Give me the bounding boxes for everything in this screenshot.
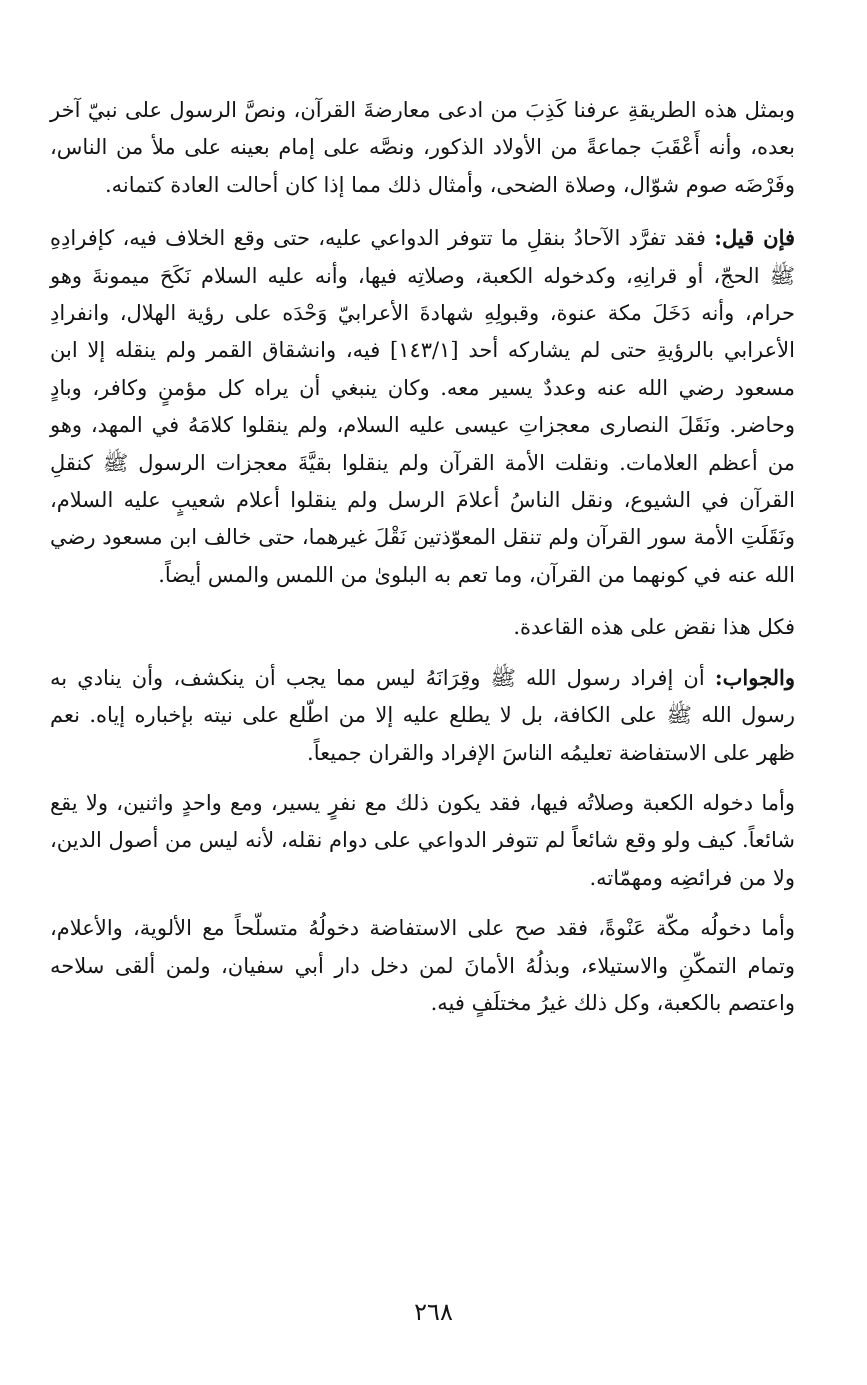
paragraph-4-lead: والجواب: [714, 664, 795, 690]
paragraph-1 [50, 92, 795, 204]
paragraph-2-lead: فإن قيل: [714, 225, 796, 251]
paragraph-5-text: وأما دخوله الكعبة وصلاتُه فيها، فقد يكون ذلك مع نفرٍ يسير، ومع واحدٍ واثنين، ولا يقع شائعاً. كيف ولو وقع شائعاً لم تتوفر الدواعي على دوام نقله، لأنه ليس من أصول الدين، ولا من فرائضِه ومهمّاته. [50, 790, 795, 890]
paragraph-2-text: فقد تفرَّد الآحادُ بنقلِ ما تتوفر الدواعي عليه، حتى وقع الخلاف فيه، كإفرادِهِ ﷺ الحجّ، أو قرانِهِ، وكدخوله الكعبة، وصلاتِه فيها، وأنه عليه السلام نَكَحَ ميمونةَ وهو حرام، وأنه دَخَلَ مكة عنوة، وقبولِهِ شهادةَ الأعرابيّ وَحْدَه على رؤية الهلال، وانفرادِ الأعرابي بالرؤيةِ حتى لم يشاركه أحد [١٤٣/١] فيه، وانشقاق القمر ولم ينقله إلا ابن مسعود رضي الله عنه وعددٌ يسير معه. وكان ينبغي أن يراه كل مؤمنٍ وكافر، وبادٍ وحاضر. ونَقَلَ النصارى معجزاتِ عيسى عليه السلام، ولم ينقلوا كلامَهُ في المهد، وهو من أعظم العلامات. ونقلت الأمة القرآن ولم ينقلوا بقيَّةَ معجزات الرسول ﷺ كنقلِ القرآن في الشيوع، ونقل الناسُ أعلامَ الرسل ولم ينقلوا أعلام شعيبٍ عليه السلام، ونَقَلَتِ الأمة سور القرآن ولم تنقل المعوّذتين نَقْلَ غيرهما، حتى خالف ابن مسعود رضي الله عنه في كونهما من القرآن، وما تعم به البلوىٰ من اللمس والمس أيضاً. [50, 226, 795, 587]
paragraph-3-text: فكل هذا نقض على هذه القاعدة. [513, 615, 795, 640]
page-number: ٢٦٨ [414, 1298, 453, 1326]
paragraph-5 [50, 785, 795, 897]
paragraph-1-text: وبمثل هذه الطريقةِ عرفنا كَذِبَ من ادعى معارضةَ القرآن، ونصَّ الرسول على نبيّ آخر بعده، وأنه أَعْقَبَ جماعةً من الأولاد الذكور، ونصَّه على إمام بعينه على ملأ من الناس، وفَرْضَه صوم شوّال، وصلاة الضحى، وأمثال ذلك مما إذا كان أحالت العادة كتمانه. [50, 98, 795, 197]
paragraph-6-text: وأما دخولُه مكّة عَنْوةً، فقد صح على الاستفاضة دخولُهُ متسلّحاً مع الألوية، والأعلام، وتمام التمكّنِ والاستيلاء، وبذلُهُ الأمانَ لمن دخل دار أبي سفيان، ولمن ألقى سلاحه واعتصم بالكعبة، وكل ذلك غيرُ مختلَفٍ فيه. [50, 916, 795, 1015]
page-body [50, 92, 795, 1022]
paragraph-2 [50, 219, 795, 594]
paragraph-4-text: أن إفراد رسول الله ﷺ وقِرَانَهُ ليس مما يجب أن ينكشف، وأن ينادي به رسول الله ﷺ على الكافة، بل لا يطلع عليه إلا من اطّلع على نيته بإخباره إياه. نعم ظهر على الاستفاضة تعليمُه الناسَ الإفراد والقران جميعاً. [50, 665, 795, 765]
paragraph-6 [50, 910, 795, 1022]
paragraph-3 [50, 609, 795, 646]
paragraph-4 [50, 659, 795, 772]
